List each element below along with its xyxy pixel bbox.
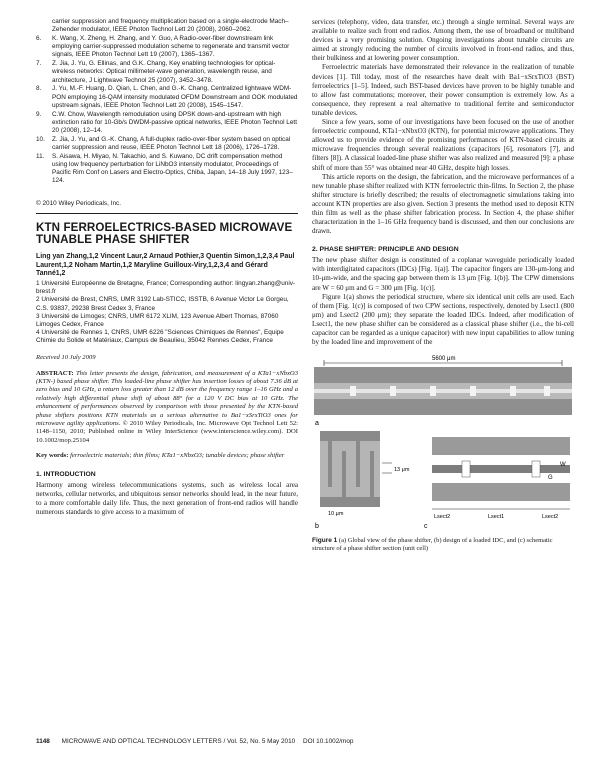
left-column [36, 18, 298, 517]
copyright-notice: © 2010 Wiley Periodicals, Inc. [36, 199, 121, 207]
reference-item: carrier suppression and frequency multiplication based on a single-electrode Mach–Zehender modulator, IEEE Photon Technol Lett 20 (2008), 2060–2062. [52, 18, 289, 34]
abstract-label: ABSTRACT: [36, 369, 74, 377]
ground-plane-top [314, 367, 572, 383]
idc-cell [390, 386, 396, 396]
paragraph: Ferroelectric materials have demonstrated their relevance in the realization of tunable devices [1]. Till today, most of the researches have dealt with Ba1−xSrxTiO3 (BST) ferroelectrics [1–5]. Indeed, such BST-based devices have proven to be highly tunable and to allow fast commutations; moreover, their power consumption is extremely low. As a consequence, they represent a real alternative to traditional ferrite and semiconductor tunable devices. [312, 63, 574, 117]
idc-finger [356, 441, 360, 487]
idc-cell [350, 386, 356, 396]
idc-finger [328, 441, 332, 487]
dimension-label-13um: 13 μm [394, 467, 410, 474]
label-G: G [548, 475, 553, 482]
keywords [36, 452, 298, 460]
figure-1 [312, 353, 574, 553]
figure-caption [312, 537, 574, 553]
paragraph: Figure 1(a) shows the periodical structure, where six identical unit cells are used. Each of them [Fig. 1(c)] is composed of two CPW sections, respectively, denoted by Lsect1 (800 μm) and Lsect2 (200 μm); they separate the loaded IDCs. Indeed, after modification of Lsect1, the new phase shifter can be considered as a classical phase shifter (i.e., the bi-cell capacitor can be regarded as a unique capacitor) with new input capabilities to allow tuning by the loaded line and improvement of the [312, 292, 574, 347]
panel-label-b: b [315, 523, 319, 531]
idc-finger [370, 451, 374, 497]
paragraph: The new phase shifter design is constituted of a coplanar waveguide periodically loaded with interdigitated capacitors (IDCs) [Fig. 1(a)]. The capacitor fingers are 130-μm-long and 10-μm-wide, and the spacing gap between them is 13 μm [Fig. 1(b)]. The CPW dimensions are W = 60 μm and G = 300 μm [Fig. 1(c)]. [312, 256, 574, 292]
ground-plane-bottom [314, 399, 572, 415]
label-lsect2-left: Lsect2 [434, 514, 451, 521]
article-title: KTN FERROELECTRICS-BASED MICROWAVE TUNABLE PHASE SHIFTER [36, 220, 293, 247]
idc-cell [430, 386, 436, 396]
unit-cell-idc [462, 461, 470, 477]
panel-label-c: c [424, 523, 428, 531]
label-lsect1: Lsect1 [488, 514, 505, 521]
figure-caption-label: Figure 1 [312, 537, 338, 545]
dimension-label-10um: 10 μm [328, 511, 344, 518]
section-heading: 2. PHASE SHIFTER: PRINCIPLE AND DESIGN [312, 246, 459, 254]
reference-item: 7. Z. Jia, J. Yu, G. Ellinas, and G.K. Chang, Key enabling technologies for optical-wireless networks: Optical millimeter-wave generation, wavelength reuse, and architecture, J Lightwave Technol 25 (2007), 3452–3478. [36, 60, 276, 84]
abstract [36, 370, 298, 446]
abstract-publication-info: © 2010 Wiley Periodicals, Inc. Microwave Opt Technol Lett 52: 1148–1150, 2010; Published online in Wiley InterScience (www.interscience.wiley.com). DOI 10.1002/mop.25104 [36, 420, 298, 444]
affiliations: 1 Université Européenne de Bretagne, France; Corresponding author: lingyan.zhang@univ-brest.fr 2 Université de Brest, CNRS, UMR 3192 Lab-STICC, ISSTB, 6 Avenue Victor Le Gorgeu, C.S. 93837, 29238 Brest Cedex 3, France 3 Université de Limoges; CNRS, UMR 6172 XLIM, 123 Avenue Albert Thomas, 87060 Limoges Cedex, France 4 Université de Rennes 1, CNRS, UMR 6226 "Sciences Chimiques de Rennes", Equipe Chimie du Solide et Matériaux, Campus de Beaulieu, 35042 Rennes Cedex, France [36, 280, 296, 345]
journal-doi: DOI 10.1002/mop [303, 738, 354, 745]
idc-cell [510, 386, 516, 396]
reference-item: 9. C.W. Chow, Wavelength remodulation using DPSK down-and-upstream with high extinction ratio for 10-Gb/s DWDM-passive optical networks, IEEE Photon Technol Lett 20 (2008), 12–14. [36, 110, 297, 135]
unit-cell-ground-top [432, 437, 570, 455]
phase-shifter-diagram [312, 353, 574, 533]
page-number: 1148 [36, 738, 50, 745]
reference-list [36, 18, 298, 186]
idc-cell [544, 386, 550, 396]
right-column [312, 18, 574, 553]
idc-finger [342, 451, 346, 497]
figure-caption-text: (a) Global view of the phase shifter, (b) design of a loaded IDC, and (c) schematic structure of a phase shifter section (unit cell) [312, 537, 553, 553]
divider [36, 213, 298, 214]
paragraph: This article reports on the design, the fabrication, and the microwave performances of a new tunable phase shifter realized with KTN ferroelectric thin-films. In Section 2, the phase shifter structure is briefly described; the results of electromagnetic simulations taking into account KTN properties are also given. Section 3 presents the method used to deposit KTN thin film as well as the phase shifter fabrication process. In Section 4, the phase shifter characterization in the 1–16 GHz frequency band is discussed, and then our conclusions are drawn. [312, 172, 574, 236]
abstract-text: This letter presents the design, fabrication, and measurement of a KTa1−xNbxO3 (KTN-) based phase shifter. This loaded-line phase shifter has insertion losses of about 7.36 dB at zero bias and 10 GHz, a return loss greater than 12 dB over the frequency range 1–16 GHz and a relatively high differential phase shift of about 88° for a 120 V DC bias at 10 GHz. The enhancement of performances observed by comparison with those presented by the KTN-based phase shifters positions KTN materials as a serious alternative to Ba1−xSrxTiO3 ones for microwave agility applications. [36, 369, 298, 428]
label-W: W [560, 462, 566, 469]
keywords-text: ferroelectric materials; thin films; KTa1−xNbxO3; tunable devices; phase shifter [70, 452, 285, 460]
paragraph: Since a few years, some of our investigations have been focused on the use of another ferroelectric compound, KTa1−xNbxO3 (KTN), for potential microwave applications. They allowed us to provide evidence of the promising performances of KTN-based circuits at microwave frequencies through several realizations (capacitors [6], resonators [7], and filters [8]). A classical loaded-line phase shifter was also realized and measured [9]: a phase shift of more than 55° was obtained near 40 GHz, despite high losses. [312, 118, 574, 172]
journal-info: MICROWAVE AND OPTICAL TECHNOLOGY LETTERS / Vol. 52, No. 5 May 2010 [61, 738, 296, 745]
reference-item: 6. K. Wang, X. Zheng, H. Zhang, and Y. Guo, A Radio-over-fiber downstream link employing carrier-suppressed modulation scheme to regenerate and transmit vector signals, IEEE Photon Technol Lett 19 (2007), 1365–1367. [36, 35, 290, 59]
author-list: Ling yan Zhang,1,2 Vincent Laur,2 Arnaud Pothier,3 Quentin Simon,1,2,3,4 Paul Laurent,1,2 Noham Martin,1,2 Maryline Guilloux-Viry,1,2,3,4 and Gérard Tanné1,2 [36, 253, 295, 278]
idc-electrode-bottom [320, 497, 380, 507]
idc-electrode-top [320, 431, 380, 441]
dimension-label-total: 5600 μm [432, 356, 456, 363]
reference-item: 8. J. Yu, M.-F. Huang, D. Qian, L. Chen, and G.-K. Chang, Centralized lightwave WDM-PON employing 16-QAM intensity modulated OFDM Downstream and OOK modulated upstream signals, IEEE Photon Technol Lett 20 (2008), 1545–1547. [36, 85, 298, 109]
page-footer [36, 738, 576, 745]
unit-cell-idc [532, 461, 540, 477]
reference-item: 11. S. Aisawa, H. Miyao, N. Takachio, and S. Kuwano, DC drift compensation method using low frequency perturbation for LiNbO3 intensity modulator, Proceedings of Pacific Rim Conf on Lasers and Electro-Optics, Chiba, Japan, 14–18 July 1997, 123–124. [36, 152, 293, 185]
paragraph: services (telephony, video, data transfer, etc.) through a single terminal. Several ways are available to realize such front end radios. Among them, the use of broadband or multiband devices is a very promising solution. Ongoing investigations about tunable circuits are aimed at strongly reducing the number of circuits involved in front-end radios, and thus, their bulkiness and at lowering power consumption. [312, 18, 574, 63]
label-lsect2-right: Lsect2 [542, 514, 559, 521]
keywords-label: Key words: [36, 452, 69, 460]
unit-cell-center-line [432, 465, 570, 473]
idc-cell [470, 386, 476, 396]
received-date: Received 10 July 2009 [36, 353, 96, 361]
reference-item: 10. Z. Jia, J. Yu, and G.-K. Chang, A full-duplex radio-over-fiber system based on optical carrier suppression and reuse, IEEE Photon Technol Lett 18 (2006), 1726–1728. [36, 135, 291, 152]
unit-cell-ground-bottom [432, 483, 570, 501]
paragraph: Harmony among wireless telecommunications systems, such as wireless local area networks, cellular networks, and ubiquitous sensor networks should lead, in the near future, to a more comfortable daily life. Thus, the next generation of front-end radios will handle numerous standards to give access to a maximum of [36, 480, 298, 516]
panel-label-a: a [315, 420, 319, 428]
section-heading: 1. INTRODUCTION [36, 470, 96, 478]
